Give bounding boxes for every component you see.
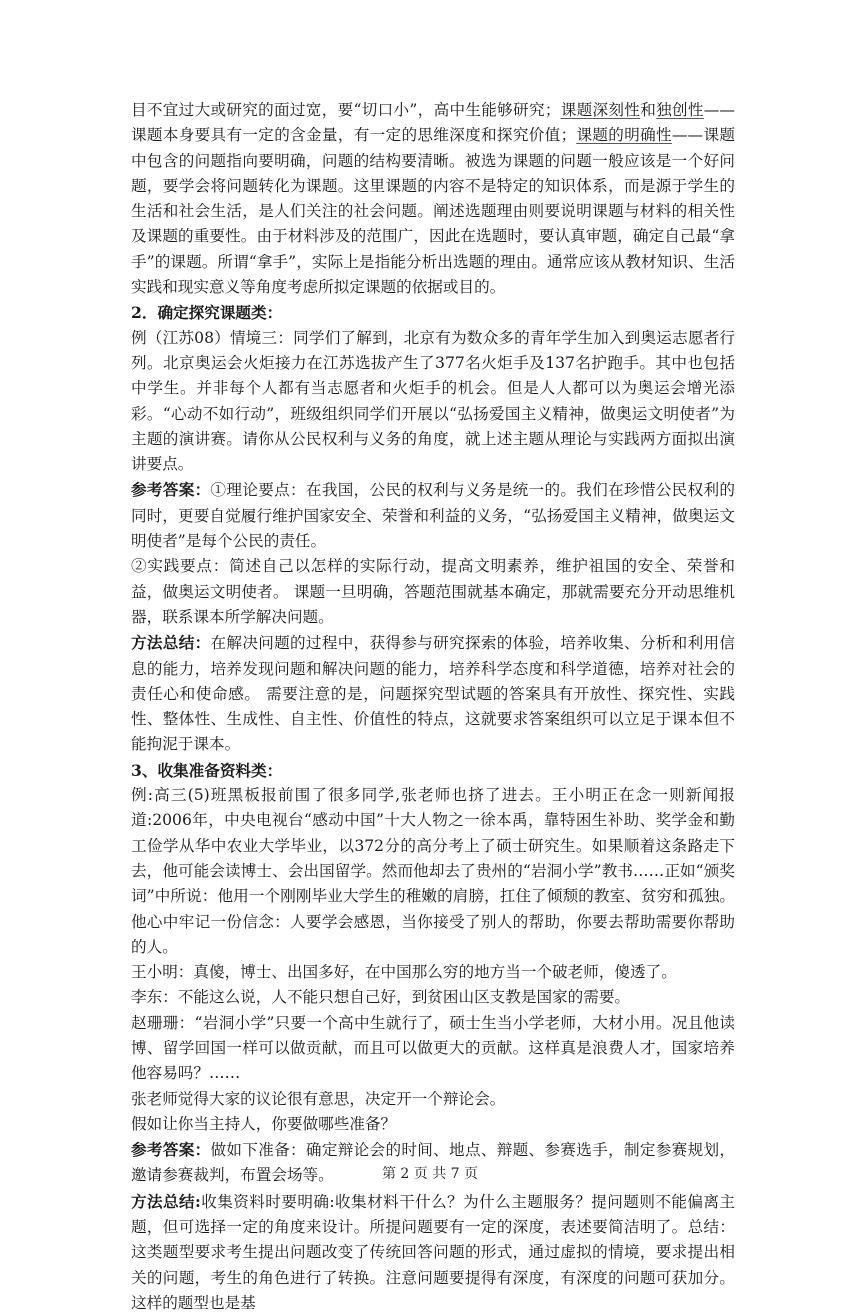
page-content: [131, 98, 735, 1316]
method-label: 方法总结:: [131, 1191, 201, 1211]
intro-text: 目不宜过大或研究的面过宽，要“切口小”，高中生能够研究；: [131, 101, 561, 119]
underlined-term-originality: 独创性: [656, 101, 704, 119]
intro-text: ——课题中包含的问题指向要明确，问题的结构要清晰。被选为课题的问题一般应该是一个好问题，要学会将问题转化为课题。这里课题的内容不是特定的知识体系，而是源于学生的生活和社会生活，是人们关注的社会问题。阐述选题理由则要说明课题与材料的相关性及课题的重要性。由于材料涉及的范围广，因此在选题时，要认真审题，确定自己最“拿手”的课题。所谓“拿手”，实际上是指能分析出选题的理由。通常应该从教材知识、生活实践和现实意义等角度考虑所拟定课题的依据或目的。: [131, 126, 735, 297]
dialogue-zhao: 赵珊珊：“岩洞小学”只要一个高中生就行了，硕士生当小学老师，大材小用。况且他读博、留学回国一样可以做贡献，而且可以做更大的贡献。这样真是浪费人才，国家培养他容易吗？……: [131, 1013, 735, 1083]
intro-paragraph: [131, 98, 735, 300]
underlined-term-depth: 课题深刻性: [560, 101, 641, 119]
section-3-question: 假如让你当主持人，你要做哪些准备？: [131, 1114, 397, 1133]
page-footer: 第 2 页 共 7 页: [381, 1166, 479, 1182]
section-2-heading: 2．确定探究课题类：: [131, 303, 283, 323]
dialogue-li: 李东：不能这么说，人不能只想自己好，到贫困山区支教是国家的需要。: [131, 988, 631, 1007]
method-text: 在解决问题的过程中，获得参与研究探索的体验，培养收集、分析和利用信息的能力，培养发现问题和解决问题的能力，培养科学态度和科学道德，培养对社会的责任心和使命感。 需要注意的是，问题探究型试题的答案具有开放性、探究性、实践性、整体性、生成性、自主性、价值性的特点，这就要求答案组织可以立足于课本但不能拘泥于课本。: [131, 634, 735, 754]
section-3-heading: 3、收集准备资料类：: [131, 760, 283, 780]
method-text: 收集资料时要明确:收集材料干什么？为什么主题服务？提问题则不能偏离主题，但可选择一定的角度来设计。所提问题要有一定的深度，表述要简洁明了。总结：这类题型要求考生提出问题改变了传统回答问题的形式，通过虚拟的情境，要求提出相关的问题，考生的角色进行了转换。注意问题要提得有深度，有深度的问题可获加分。这样的题型也是基: [131, 1192, 735, 1312]
answer-text: 做如下准备：确定辩论会的时间、地点、辩题、参赛选手，制定参赛规划，邀请参赛裁判，布置会场等。: [131, 1141, 735, 1185]
section-2-example: 例（江苏08）情境三：同学们了解到，北京有为数众多的青年学生加入到奥运志愿者行列。北京奥运会火炬接力在江苏选拔产生了377名火炬手及137名护跑手。其中也包括中学生。并非每个人都有当志愿者和火炬手的机会。但是人人都可以为奥运会增光添彩。“心动不如行动”，班级组织同学们开展以“弘扬爱国主义精神，做奥运文明使者”为主题的演讲赛。请你从公民权利与义务的角度，就上述主题从理论与实践两方面拟出演讲要点。: [131, 328, 735, 474]
intro-text: ——课题本身要具有一定的含金量，有一定的思维深度和探究价值；: [131, 101, 735, 145]
section-3-example: 例:高三(5)班黑板报前围了很多同学,张老师也挤了进去。王小明正在念一则新闻报道:2006年，中央电视台“感动中国”十大人物之一徐本禹，靠特困生补助、奖学金和勤工俭学从华中农业大学毕业，以372分的高分考上了硕士研究生。如果顺着这条路走下去，他可能会读博士、会出国留学。然而他却去了贵州的“岩洞小学”教书……正如“颁奖词”中所说：他用一个刚刚毕业大学生的稚嫩的肩膀，扛住了倾颓的教室、贫穷和孤独。他心中牢记一份信念：人要学会感恩，当你接受了别人的帮助，你要去帮助需要你帮助的人。: [131, 786, 735, 956]
dialogue-wang: 王小明：真傻，博士、出国多好，在中国那么穷的地方当一个破老师，傻透了。: [131, 963, 677, 982]
intro-text: 和: [640, 101, 657, 119]
dialogue-zhang: 张老师觉得大家的议论很有意思，决定开一个辩论会。: [131, 1089, 506, 1108]
section-2-answer-practice: ②实践要点：简述自己以怎样的实际行动，提高文明素养，维护祖国的安全、荣誉和益，做奥运文明使者。 课题一旦明确，答题范围就基本确定，那就需要充分开动思维机器，联系课本所学解决问题。: [131, 557, 735, 626]
method-label: 方法总结：: [131, 633, 211, 653]
section-2-answer: [131, 477, 735, 554]
section-2-method: [131, 630, 735, 757]
section-3-method: [131, 1189, 735, 1316]
answer-text: ①理论要点：在我国，公民的权利与义务是统一的。我们在珍惜公民权利的同时，更要自觉履行维护国家安全、荣誉和利益的义务，“弘扬爱国主义精神，做奥运文明使者”是每个公民的责任。: [131, 481, 735, 551]
underlined-term-clarity: 课题的明确性: [576, 126, 672, 145]
answer-label: 参考答案：: [131, 480, 211, 500]
answer-label: 参考答案：: [131, 1140, 211, 1160]
